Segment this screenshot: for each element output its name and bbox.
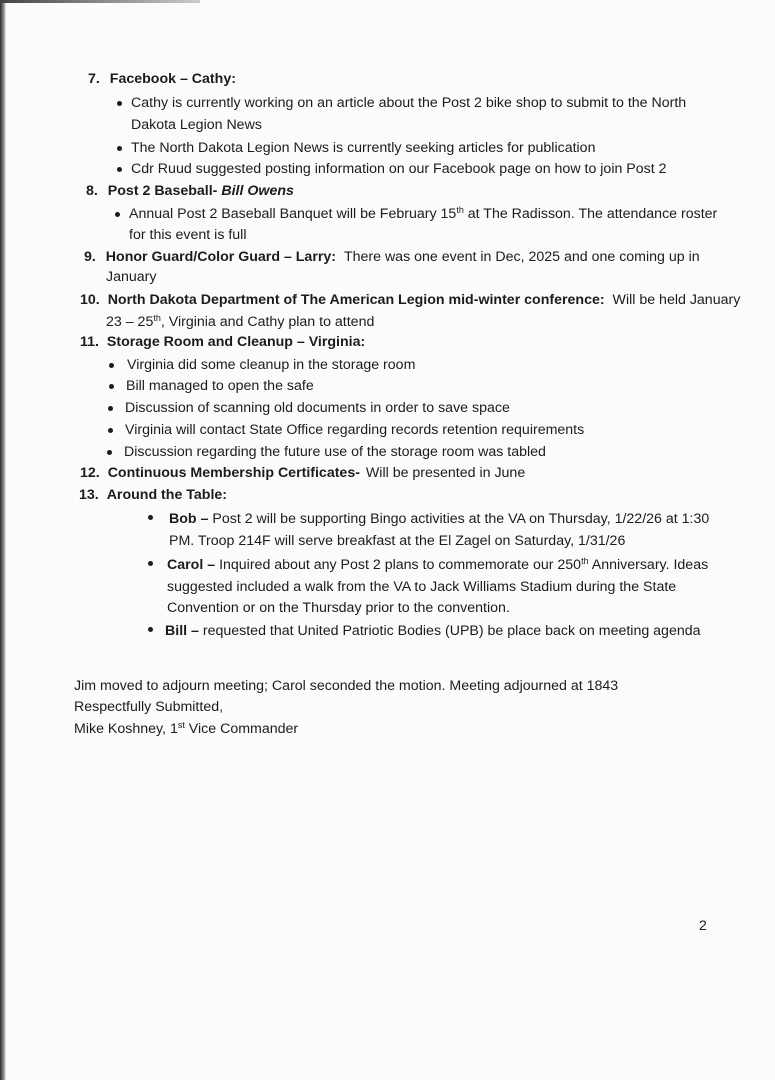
item-number: 10.: [80, 292, 100, 308]
item-number: 8.: [86, 183, 98, 199]
item-text: Will be presented in June: [365, 465, 526, 481]
item-8-heading: [86, 182, 294, 201]
bullet-icon: [115, 212, 120, 217]
bullet-icon: [117, 146, 122, 151]
item-title: North Dakota Department of The American Legion mid-winter conference:: [107, 292, 605, 308]
bullet-text: Cdr Ruud suggested posting information on our Facebook page on how to join Post 2: [131, 161, 667, 177]
adjourn-statement: Jim moved to adjourn meeting; Carol seconded the motion. Meeting adjourned at 1843: [74, 678, 619, 694]
bullet-icon: [148, 627, 153, 632]
bullet-text: Discussion regarding the future use of the storage room was tabled: [124, 444, 546, 460]
item-text: There was one event in Dec, 2025 and one coming up in: [343, 249, 700, 265]
bullet-icon: [148, 515, 153, 520]
item-9: [84, 248, 700, 267]
bullet-icon: [108, 406, 113, 411]
table-entry-bob: Bob – Post 2 will be supporting Bingo activities at the VA on Thursday, 1/22/26 at 1:30: [169, 511, 710, 527]
item-11-heading: [80, 333, 365, 352]
bullet-text: Virginia did some cleanup in the storage room: [127, 357, 416, 373]
item-number: 9.: [84, 249, 96, 265]
item-number: 12.: [80, 465, 100, 481]
bullet-text: Discussion of scanning old documents in order to save space: [125, 400, 510, 416]
item-text: January: [106, 269, 157, 285]
item-number: 13.: [79, 487, 99, 503]
item-title: Facebook – Cathy:: [109, 71, 236, 87]
bullet-icon: [109, 363, 114, 368]
table-entry-bill: Bill – requested that United Patriotic Bodies (UPB) be place back on meeting agenda: [165, 623, 701, 639]
item-text: Will be held January: [612, 292, 741, 308]
entry-text: Convention or on the Thursday prior to the convention.: [167, 600, 510, 616]
page-number: 2: [699, 917, 707, 933]
bullet-text: Annual Post 2 Baseball Banquet will be February 15th at The Radisson. The attendance roster: [129, 205, 718, 222]
bullet-text: Cathy is currently working on an article about the Post 2 bike shop to submit to the North: [131, 95, 687, 111]
bullet-text: Bill managed to open the safe: [126, 378, 314, 394]
bullet-icon: [109, 384, 114, 389]
bullet-icon: [117, 167, 122, 172]
item-title: Around the Table:: [106, 487, 228, 503]
item-title: Post 2 Baseball-: [107, 183, 218, 199]
entry-text: suggested included a walk from the VA to Jack Williams Stadium during the State: [167, 579, 677, 595]
table-entry-carol: Carol – Inquired about any Post 2 plans to commemorate our 250th Anniversary. Ideas: [167, 556, 709, 573]
item-text: 23 – 25th, Virginia and Cathy plan to attend: [106, 313, 375, 330]
item-owner: Bill Owens: [221, 183, 294, 199]
item-10: [80, 291, 740, 310]
bullet-icon: [108, 428, 113, 433]
bullet-icon: [117, 101, 122, 106]
item-title: Continuous Membership Certificates-: [107, 465, 360, 481]
item-title: Honor Guard/Color Guard – Larry:: [105, 249, 336, 265]
item-number: 7.: [88, 71, 100, 87]
bullet-text: The North Dakota Legion News is currently seeking articles for publication: [131, 140, 596, 156]
entry-text: PM. Troop 214F will serve breakfast at the El Zagel on Saturday, 1/31/26: [169, 533, 626, 549]
bullet-icon: [107, 450, 112, 455]
item-number: 11.: [80, 334, 99, 350]
bullet-text: for this event is full: [129, 227, 247, 243]
bullet-text: Dakota Legion News: [131, 117, 262, 133]
item-12: [80, 464, 525, 483]
item-title: Storage Room and Cleanup – Virginia:: [106, 334, 366, 350]
bullet-icon: [148, 561, 153, 566]
bullet-text: Virginia will contact State Office regarding records retention requirements: [125, 422, 585, 438]
signature-line: Mike Koshney, 1st Vice Commander: [74, 720, 299, 737]
item-7-heading: [88, 70, 236, 89]
item-13-heading: [79, 486, 227, 505]
closing-line: Respectfully Submitted,: [74, 699, 224, 715]
